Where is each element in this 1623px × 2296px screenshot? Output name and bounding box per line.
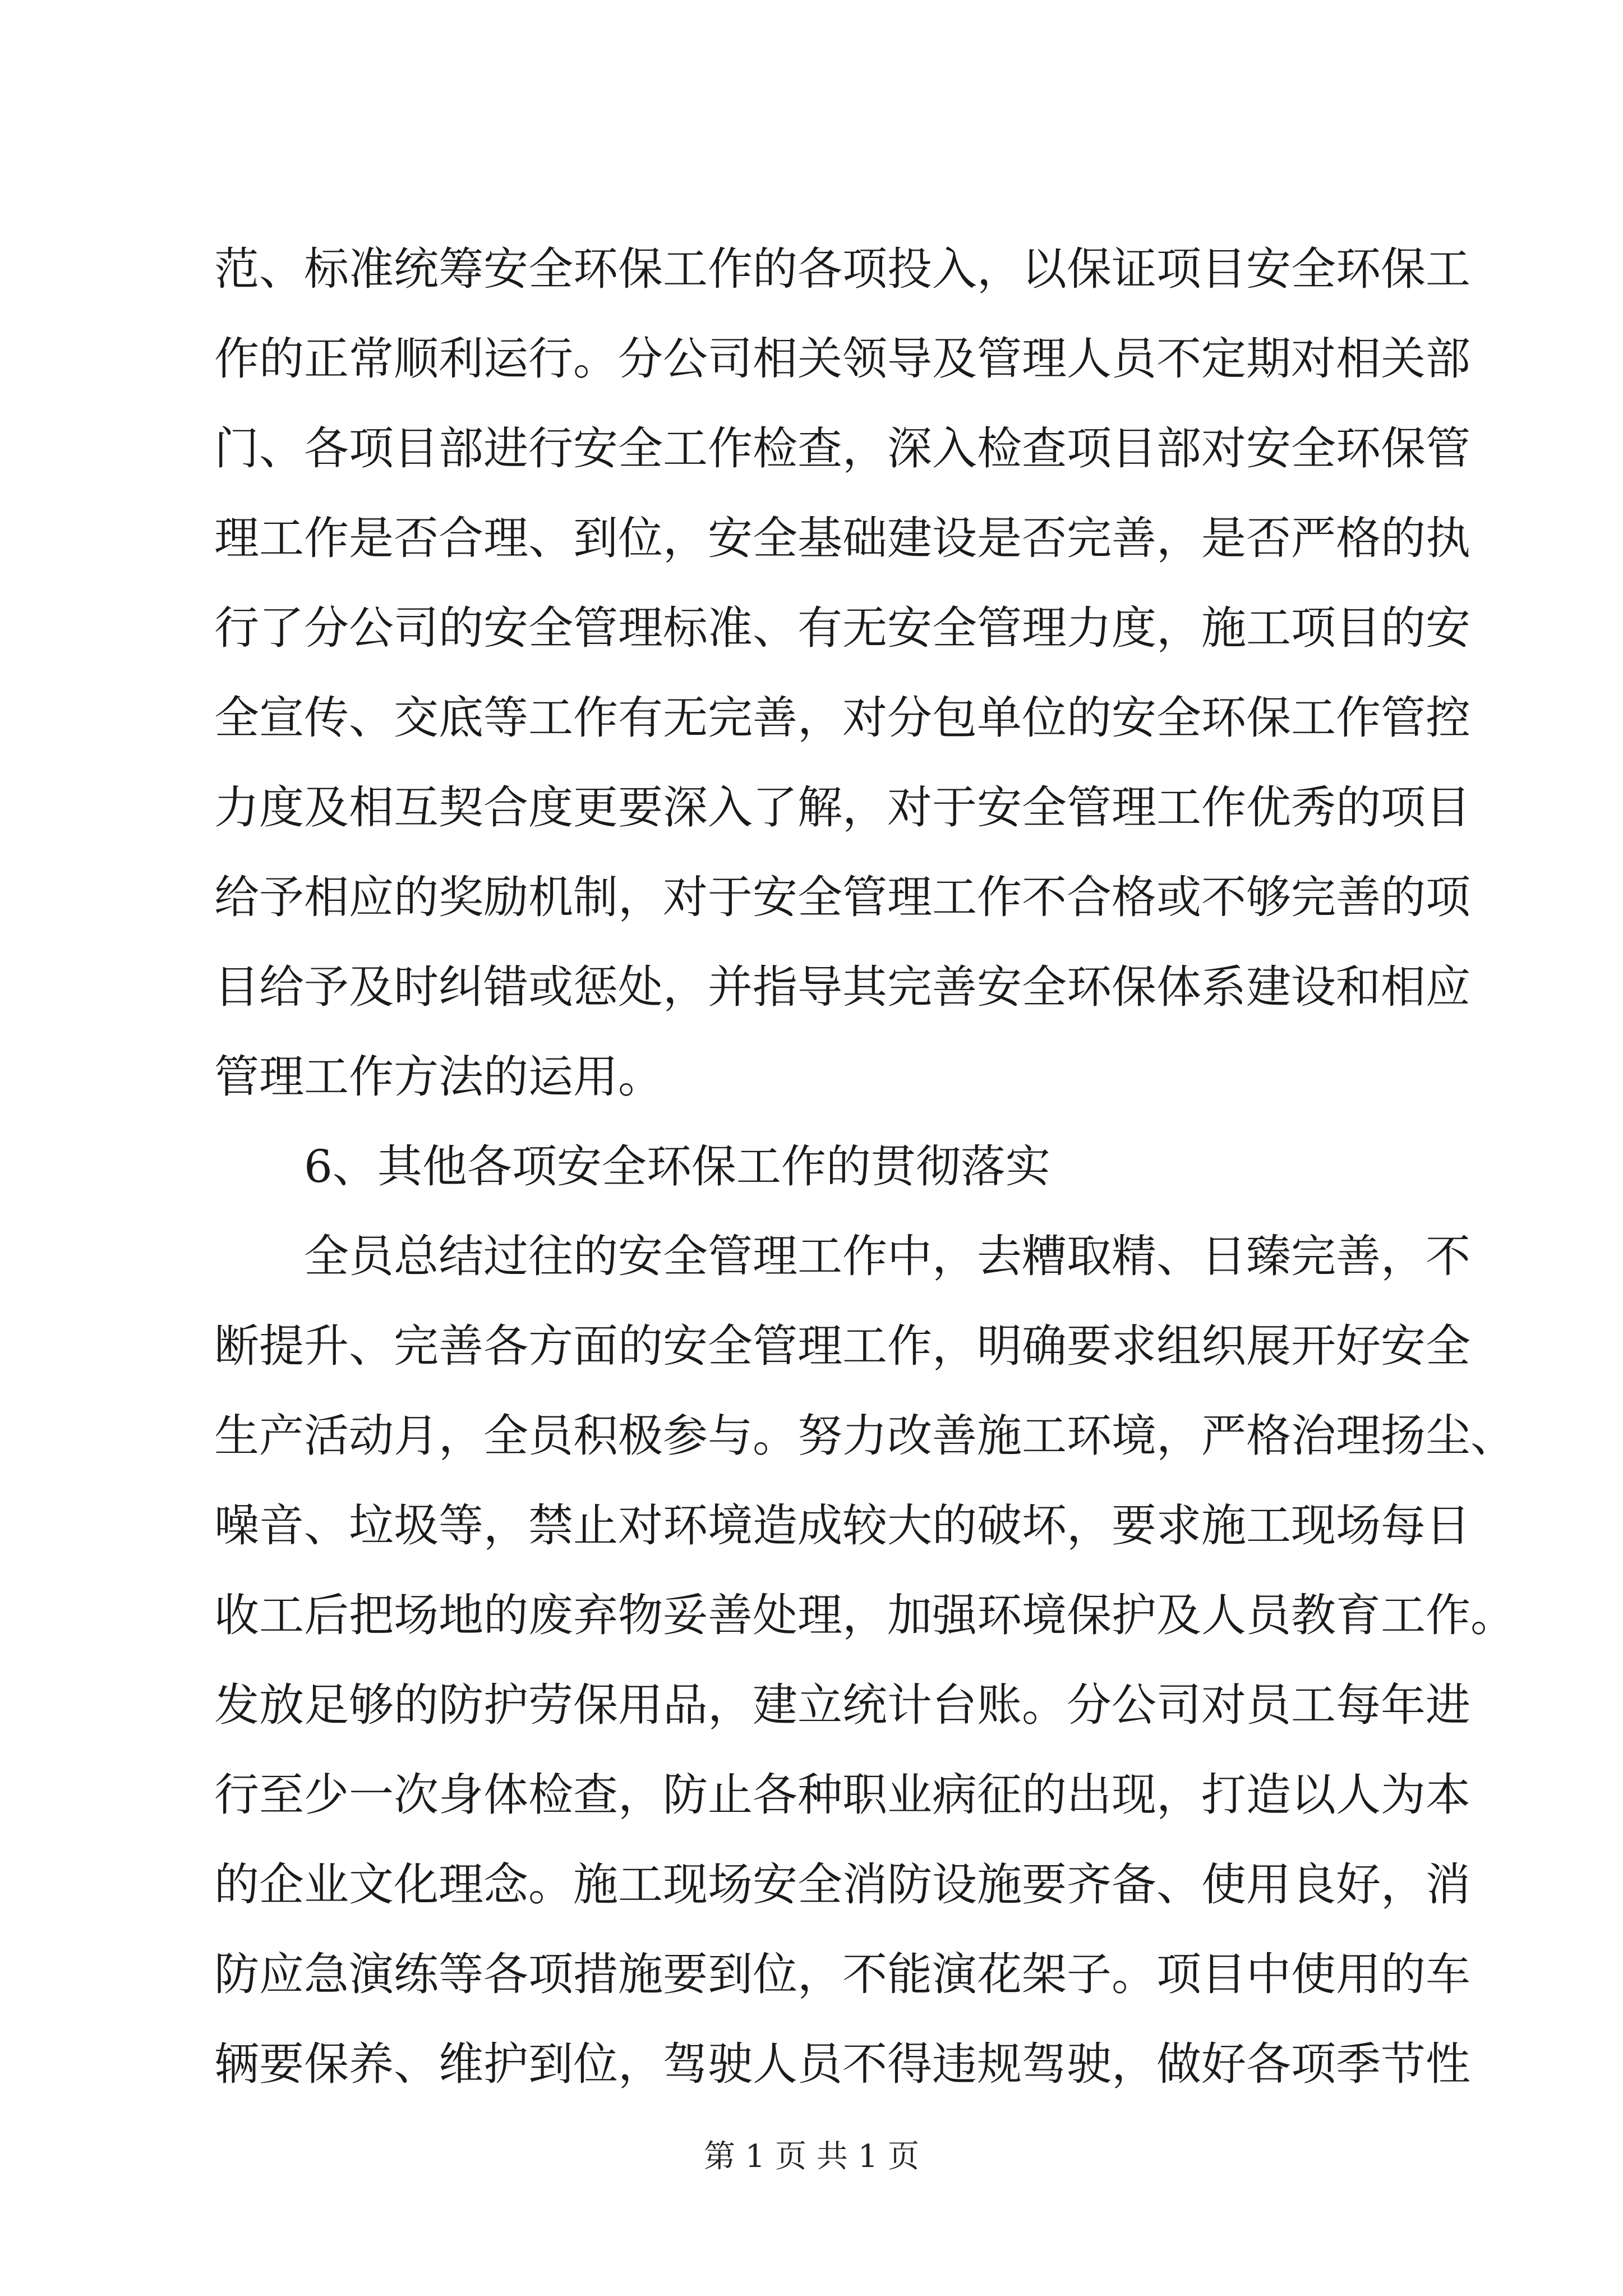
text-line: 断提升、完善各方面的安全管理工作，明确要求组织展开好安全	[214, 1320, 1470, 1372]
text-line: 噪音、垃圾等，禁止对环境造成较大的破坏，要求施工现场每日	[214, 1499, 1470, 1552]
page-number-footer: 第 1 页 共 1 页	[703, 2138, 920, 2175]
text-line: 给予相应的奖励机制，对于安全管理工作不合格或不够完善的项	[214, 871, 1470, 923]
text-line: 收工后把场地的废弃物妥善处理，加强环境保护及人员教育工作。	[214, 1589, 1515, 1641]
text-line: 发放足够的防护劳保用品，建立统计台账。分公司对员工每年进	[214, 1679, 1470, 1731]
text-line: 理工作是否合理、到位，安全基础建设是否完善，是否严格的执	[214, 512, 1470, 564]
text-line: 全员总结过往的安全管理工作中，去糟取精、日臻完善，不	[304, 1230, 1470, 1282]
text-line: 的企业文化理念。施工现场安全消防设施要齐备、使用良好，消	[214, 1858, 1470, 1911]
text-line: 力度及相互契合度更要深入了解，对于安全管理工作优秀的项目	[214, 781, 1470, 834]
text-line: 范、标准统筹安全环保工作的各项投入，以保证项目安全环保工	[214, 243, 1470, 295]
text-line: 全宣传、交底等工作有无完善，对分包单位的安全环保工作管控	[214, 692, 1470, 744]
text-line: 门、各项目部进行安全工作检查，深入检查项目部对安全环保管	[214, 422, 1470, 475]
section-heading: 6、其他各项安全环保工作的贯彻落实	[304, 1140, 1050, 1193]
text-line: 作的正常顺利运行。分公司相关领导及管理人员不定期对相关部	[214, 333, 1470, 385]
text-line: 辆要保养、维护到位，驾驶人员不得违规驾驶，做好各项季节性	[214, 2038, 1470, 2090]
text-line: 目给予及时纠错或惩处，并指导其完善安全环保体系建设和相应	[214, 961, 1470, 1013]
text-line: 管理工作方法的运用。	[214, 1051, 663, 1103]
text-line: 行了分公司的安全管理标准、有无安全管理力度，施工项目的安	[214, 602, 1470, 654]
text-line: 生产活动月，全员积极参与。努力改善施工环境，严格治理扬尘、	[214, 1410, 1515, 1462]
text-line: 行至少一次身体检查，防止各种职业病征的出现，打造以人为本	[214, 1769, 1470, 1821]
text-line: 防应急演练等各项措施要到位，不能演花架子。项目中使用的车	[214, 1948, 1470, 2000]
